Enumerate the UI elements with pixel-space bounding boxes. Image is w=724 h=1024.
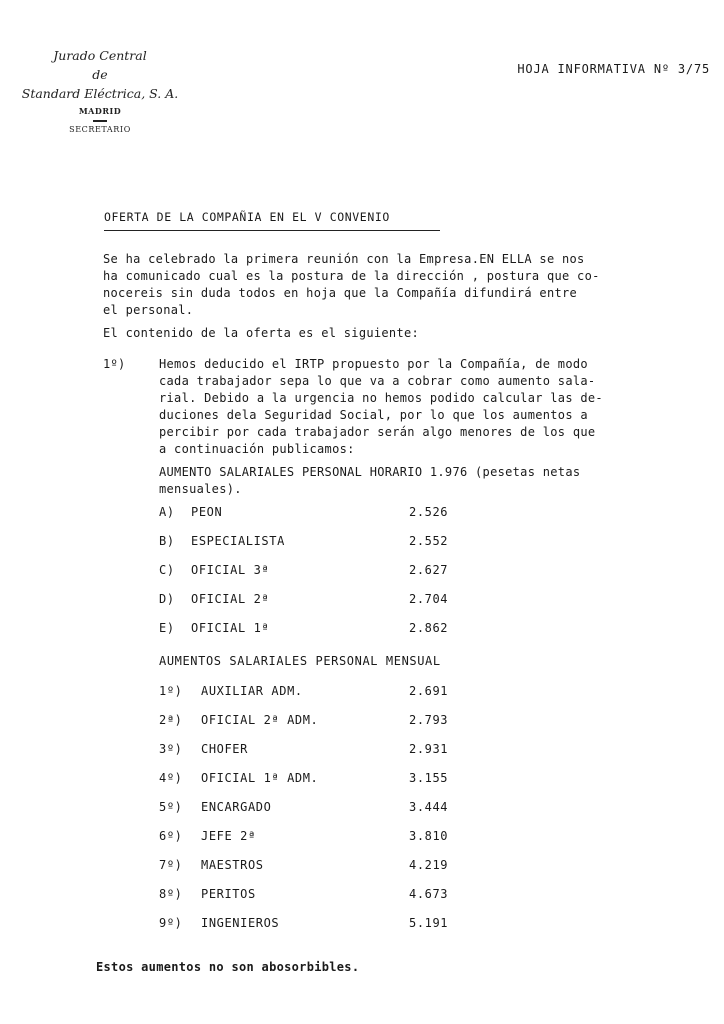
row-category: ESPECIALISTA xyxy=(191,534,285,548)
row-category: CHOFER xyxy=(201,742,248,756)
item-paragraph xyxy=(159,356,603,458)
row-amount: 5.191 xyxy=(409,916,449,930)
intro-line: el personal. xyxy=(103,303,194,317)
row-amount: 3.444 xyxy=(409,800,449,814)
row-category: OFICIAL 1ª xyxy=(191,621,270,635)
letterhead-name-line: Jurado Central xyxy=(53,48,147,63)
row-code: 9º) xyxy=(159,916,183,930)
item-number: 1º) xyxy=(103,357,126,371)
row-code: E) xyxy=(159,621,175,635)
row-code: 6º) xyxy=(159,829,183,843)
row-code: 5º) xyxy=(159,800,183,814)
letterhead xyxy=(12,46,188,134)
row-code: 2ª) xyxy=(159,713,183,727)
row-amount: 4.219 xyxy=(409,858,449,872)
letterhead-divider xyxy=(93,120,107,122)
row-amount: 3.810 xyxy=(409,829,449,843)
row-amount: 4.673 xyxy=(409,887,449,901)
item-line: rial. Debido a la urgencia no hemos podido calcular las de- xyxy=(159,391,603,405)
row-code: 4º) xyxy=(159,771,183,785)
row-amount: 2.691 xyxy=(409,684,449,698)
lead-sentence: El contenido de la oferta es el siguiente: xyxy=(103,326,420,340)
row-amount: 2.552 xyxy=(409,534,449,548)
row-amount: 2.627 xyxy=(409,563,449,577)
row-category: OFICIAL 2ª ADM. xyxy=(201,713,319,727)
intro-line: nocereis sin duda todos en hoja que la Compañía difundirá entre xyxy=(103,286,578,300)
item-line: cada trabajador sepa lo que va a cobrar como aumento sala- xyxy=(159,374,596,388)
row-category: MAESTROS xyxy=(201,858,264,872)
row-amount: 2.862 xyxy=(409,621,449,635)
horario-table-heading xyxy=(159,464,580,498)
letterhead-company: Standard Eléctrica, S. A. xyxy=(21,86,179,101)
row-code: 8º) xyxy=(159,887,183,901)
row-category: PEON xyxy=(191,505,223,519)
row-code: C) xyxy=(159,563,175,577)
horario-heading-line: mensuales). xyxy=(159,482,242,496)
row-code: 1º) xyxy=(159,684,183,698)
intro-line: ha comunicado cual es la postura de la dirección , postura que co- xyxy=(103,269,600,283)
letterhead-role: SECRETARIO xyxy=(69,124,131,134)
row-category: OFICIAL 2ª xyxy=(191,592,270,606)
row-code: 3º) xyxy=(159,742,183,756)
row-category: ENCARGADO xyxy=(201,800,272,814)
item-line: Hemos deducido el IRTP propuesto por la Compañía, de modo xyxy=(159,357,588,371)
row-amount: 2.704 xyxy=(409,592,449,606)
row-category: JEFE 2ª xyxy=(201,829,256,843)
document-title: OFERTA DE LA COMPAÑIA EN EL V CONVENIO xyxy=(104,210,440,231)
row-category: OFICIAL 1ª ADM. xyxy=(201,771,319,785)
intro-paragraph xyxy=(103,251,600,319)
letterhead-connector: de xyxy=(92,67,108,82)
sheet-reference: HOJA INFORMATIVA Nº 3/75 xyxy=(517,62,710,76)
mensual-table-heading: AUMENTOS SALARIALES PERSONAL MENSUAL xyxy=(159,654,441,668)
horario-heading-line: AUMENTO SALARIALES PERSONAL HORARIO 1.976 (pesetas netas xyxy=(159,465,581,479)
intro-line: Se ha celebrado la primera reunión con la Empresa.EN ELLA se nos xyxy=(103,252,585,266)
row-code: B) xyxy=(159,534,175,548)
row-code: 7º) xyxy=(159,858,183,872)
closing-note: Estos aumentos no son abosorbibles. xyxy=(96,960,360,974)
row-amount: 3.155 xyxy=(409,771,449,785)
item-line: duciones dela Seguridad Social, por lo que los aumentos a xyxy=(159,408,588,422)
row-code: A) xyxy=(159,505,175,519)
row-amount: 2.526 xyxy=(409,505,449,519)
row-category: OFICIAL 3ª xyxy=(191,563,270,577)
letterhead-city: MADRID xyxy=(78,106,122,116)
row-amount: 2.793 xyxy=(409,713,449,727)
row-code: D) xyxy=(159,592,175,606)
row-amount: 2.931 xyxy=(409,742,449,756)
item-line: a continuación publicamos: xyxy=(159,442,355,456)
row-category: AUXILIAR ADM. xyxy=(201,684,303,698)
row-category: INGENIEROS xyxy=(201,916,280,930)
row-category: PERITOS xyxy=(201,887,256,901)
item-line: percibir por cada trabajador serán algo menores de los que xyxy=(159,425,596,439)
